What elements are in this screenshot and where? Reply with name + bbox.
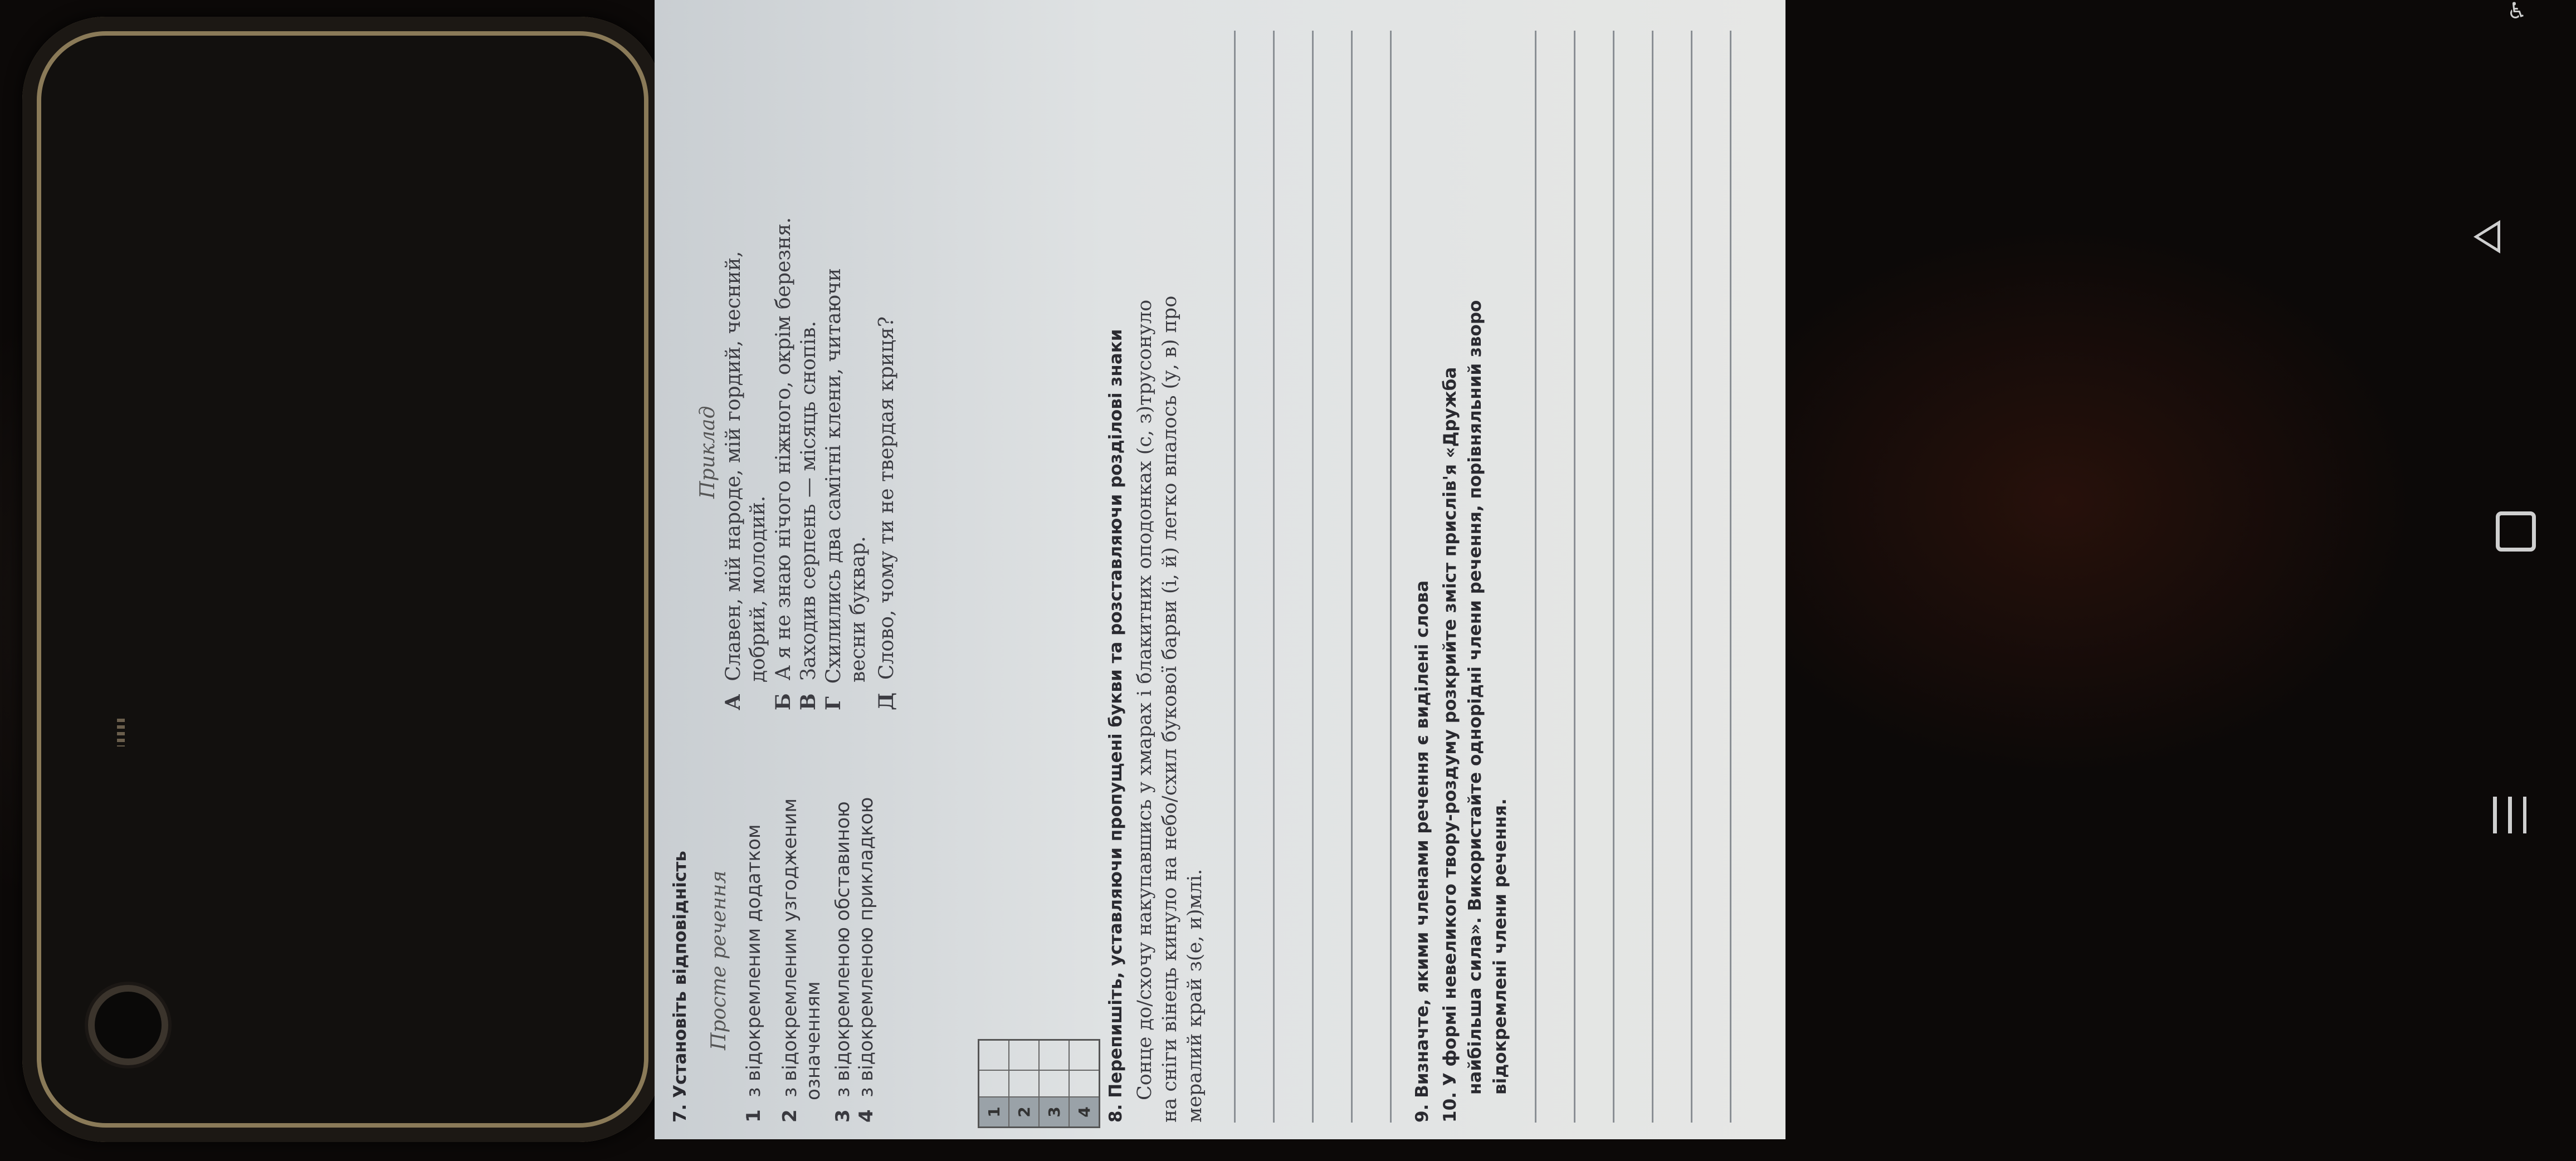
grid-label-4: 4 <box>1069 1097 1100 1128</box>
home-square-icon[interactable] <box>2496 511 2536 552</box>
grid-label-3: 3 <box>1039 1097 1069 1128</box>
grid-cell <box>979 1070 1009 1097</box>
left-item-2: 2 з відокремленим узгодженим <box>779 798 801 1123</box>
left-item-3: 3 з відокремленою обставиною <box>832 801 854 1123</box>
right-item-d: Д Слово, чому ти не твердая криця? <box>875 316 898 710</box>
workbook-page-content <box>655 0 1785 1139</box>
task-7-title: 7. Установіть відповідність <box>670 851 690 1123</box>
answer-line <box>1234 31 1236 1123</box>
right-item-g-cont: весни буквар. <box>847 536 870 682</box>
task-8-line-1: Сонце до/схочу накупавшись у хмарах і блакитних оподонках (с, з)трусонуло <box>1134 299 1156 1100</box>
answer-line <box>1390 31 1392 1123</box>
grid-label-1: 1 <box>979 1097 1009 1128</box>
answer-line <box>1574 31 1575 1123</box>
answer-line <box>1273 31 1275 1123</box>
task-10-line-1: 10. У формі невеликого твору-роздуму розкрийте зміст прислів'я «Дружба <box>1440 367 1460 1123</box>
right-item-b: Б А я не знаю нічого ніжного, окрім березня. <box>772 217 795 710</box>
front-camera <box>95 992 162 1058</box>
grid-cell <box>979 1040 1009 1070</box>
grid-cell <box>1039 1040 1069 1070</box>
answer-line <box>1652 31 1653 1123</box>
task-10-line-2: найбільша сила». Використайте однорідні члени речення, порівняльний зворо <box>1465 300 1485 1095</box>
grid-cell <box>1039 1070 1069 1097</box>
answer-line <box>1351 31 1353 1123</box>
grid-cell <box>1009 1040 1039 1070</box>
grid-cell <box>1069 1070 1100 1097</box>
sensor-dots <box>117 719 125 747</box>
accessibility-icon[interactable]: ♿ <box>2507 0 2527 24</box>
task-9-title: 9. Визначте, якими членами речення є виділені слова <box>1412 580 1432 1123</box>
answer-line <box>1730 31 1731 1123</box>
task-8-line-2: на сніги вінець кинуло на небо/схил букової барви (і, й) легко впалось (у, в) про <box>1159 295 1181 1123</box>
recent-apps-icon[interactable] <box>2493 797 2526 833</box>
grid-cell <box>1009 1070 1039 1097</box>
right-item-g: Г Схилились два самітні клени, читаючи <box>822 268 845 710</box>
back-triangle-icon[interactable] <box>2473 220 2500 253</box>
answer-line <box>1691 31 1692 1123</box>
task-8-line-3: мералий край з(е, и)млі. <box>1184 869 1206 1123</box>
answer-line <box>1535 31 1536 1123</box>
column-header-example: Приклад <box>696 406 719 499</box>
left-item-2-cont: означенням <box>802 981 824 1100</box>
workbook-page-photo <box>655 0 1785 1139</box>
left-item-4: 4 з відокремленою прикладкою <box>855 797 877 1123</box>
phone-bezel <box>22 17 663 1142</box>
grid-cell <box>1069 1040 1100 1070</box>
answer-grid <box>978 1039 1100 1128</box>
left-item-1: 1 з відокремленим додатком <box>743 824 765 1123</box>
right-item-a-cont: добрий, молодий. <box>747 495 769 682</box>
answer-line <box>1613 31 1614 1123</box>
task-10-line-3: відокремлені члени речення. <box>1490 798 1510 1095</box>
answer-line <box>1312 31 1314 1123</box>
right-item-a: А Славен, мій народе, мій гордий, чесний, <box>721 251 745 710</box>
grid-label-2: 2 <box>1009 1097 1039 1128</box>
task-8-title: 8. Перепишіть, уставляючи пропущені букви та розставляючи розділові знаки <box>1106 329 1126 1123</box>
column-header-sentence: Просте речення <box>708 870 730 1050</box>
right-item-v: В Заходив серпень — місяць снопів. <box>797 321 820 710</box>
